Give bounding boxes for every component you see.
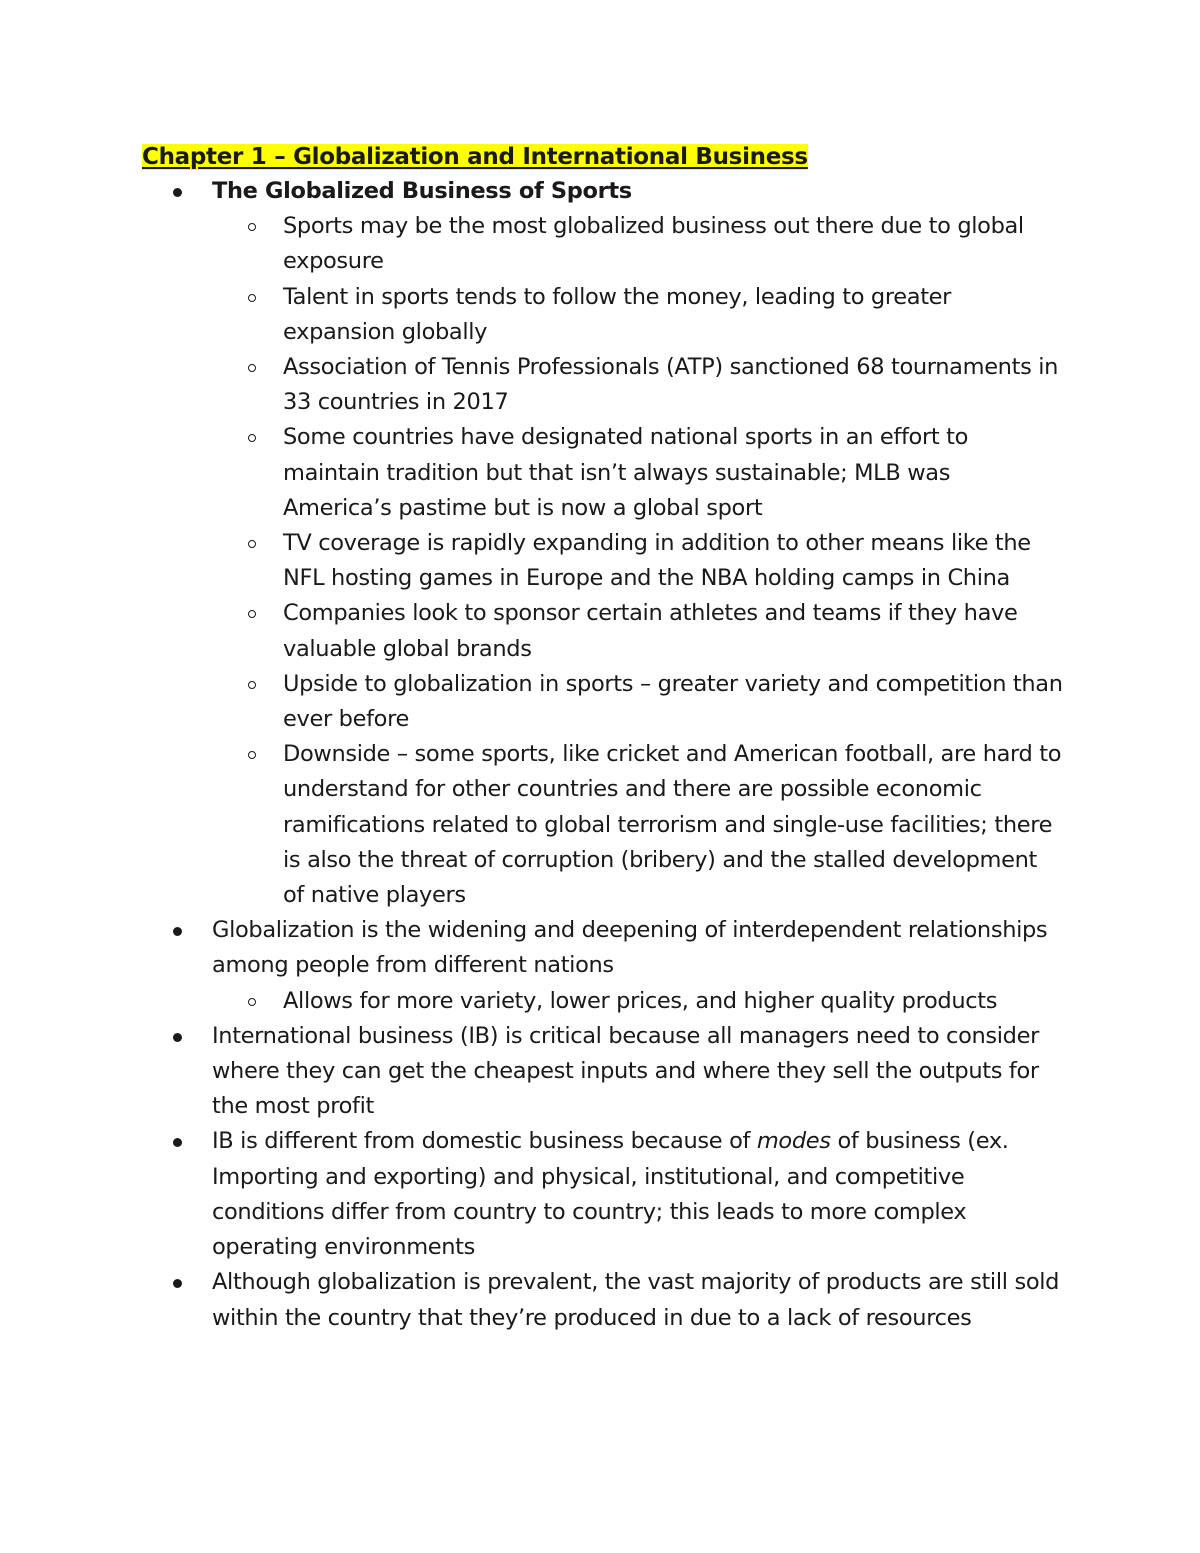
sub-bullet-marker [248,998,256,1006]
sub-bullet-marker [248,751,256,759]
sub-bullet-text: Talent in sports tends to follow the money, leading to greater expansion globally [283,283,952,345]
sub-bullet-marker [248,294,256,302]
sub-bullet-item [0,667,1063,737]
bullet-item [0,913,1062,983]
notes-outline [0,174,1200,1336]
sub-bullet-text: Allows for more variety, lower prices, and higher quality products [283,987,998,1014]
bullet-item [0,174,1062,209]
sub-bullet-text: Downside – some sports, like cricket and American football, are hard to understand for other countries and there are possible economic ramifications related to global terrorism and single-use facilities; there is also the threat of corruption (bribery) and the stalled development of native players [283,741,1062,909]
sub-bullet-item [0,350,1063,420]
sub-bullet-text: Some countries have designated national sports in an effort to maintain tradition but that isn’t always sustainable; MLB was America’s pastime but is now a global sport [283,424,969,521]
sub-bullet-text: Association of Tennis Professionals (ATP) sanctioned 68 tournaments in 33 countries in 2017 [283,354,1059,416]
section-heading: The Globalized Business of Sports [212,178,632,204]
emphasis-text: modes [756,1128,831,1155]
sub-bullet-marker [248,364,256,372]
sub-bullet-marker [248,434,256,442]
bullet-marker [173,1279,182,1288]
sub-bullet-item [0,984,1063,1019]
sub-bullet-marker [248,223,256,231]
bullet-text: International business (IB) is critical because all managers need to consider where they can get the cheapest inputs and where they sell the outputs for the most profit [212,1022,1040,1120]
bullet-marker [173,927,182,936]
sub-bullet-marker [248,610,256,618]
bullet-marker [173,1033,182,1042]
bullet-item [0,1124,1062,1265]
bullet-item [0,1265,1062,1335]
sub-bullet-marker [248,681,256,689]
bullet-text: Although globalization is prevalent, the vast majority of products are still sold within the country that they’re produced in due to a lack of resources [212,1269,1060,1331]
bullet-item [0,1019,1062,1125]
chapter-title [142,140,808,174]
sub-bullet-item [0,209,1063,279]
sub-bullet-text: Upside to globalization in sports – greater variety and competition than ever before [283,670,1063,733]
sub-bullet-text: Sports may be the most globalized business out there due to global exposure [283,213,1024,275]
bullet-text-after: of business (ex. Importing and exporting) and physical, institutional, and competitive conditions differ from country to country; this leads to more complex operating environments [212,1128,1009,1261]
bullet-text-before: IB is different from domestic business because of [212,1128,757,1155]
sub-bullet-item [0,420,1063,526]
bullet-text: Globalization is the widening and deepening of interdependent relationships among people from different nations [212,917,1048,979]
bullet-marker [173,1138,182,1147]
sub-bullet-item [0,596,1063,666]
chapter-title-text: Chapter 1 – Globalization and International Business [142,144,808,170]
sub-bullet-text: Companies look to sponsor certain athletes and teams if they have valuable global brands [283,600,1018,662]
sub-bullet-text: TV coverage is rapidly expanding in addition to other means like the NFL hosting games in Europe and the NBA holding camps in China [283,530,1031,592]
sub-bullet-item [0,526,1063,596]
sub-bullet-marker [248,540,256,548]
sub-bullet-item [0,280,1063,350]
bullet-marker [173,188,182,197]
sub-bullet-item [0,737,1063,913]
